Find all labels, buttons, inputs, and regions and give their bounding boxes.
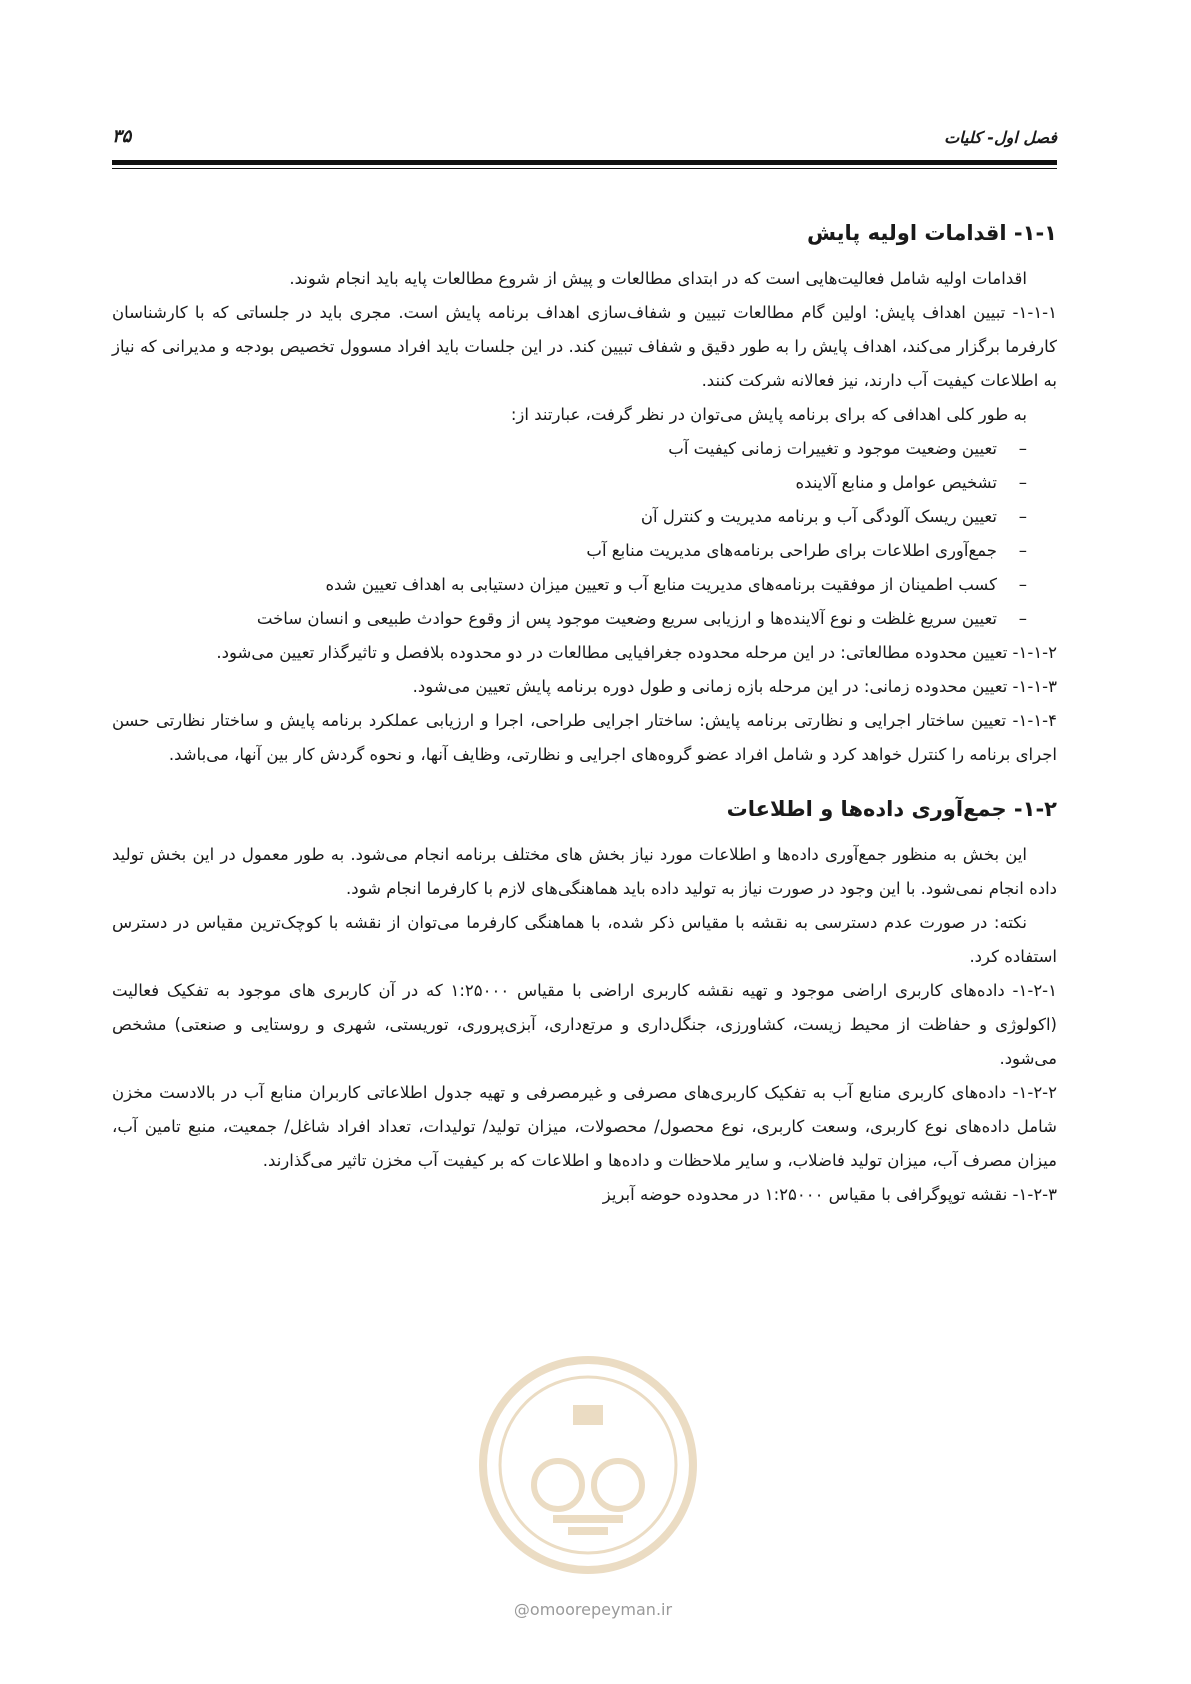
paragraph-1-1-4: ۱-۱-۴- تعیین ساختار اجرایی و نظارتی برنامه پایش: ساختار اجرایی طراحی، اجرا و ارزیابی عملکرد برنامه پایش و ساختار نظارتی حسن اجرای برنامه را کنترل خواهد کرد و شامل افراد عضو گروه‌های اجرایی و نظارتی، وظایف آنها، و نحوه گردش کار بین آنها، می‌باشد. (112, 711, 1057, 764)
header-rule-thick (112, 160, 1057, 165)
publisher-seal-watermark (473, 1345, 703, 1585)
section-heading-1-1: ۱-۱- اقدامات اولیه پایش (806, 221, 1057, 245)
section-intro-1-2: این بخش به منظور جمع‌آوری داده‌ها و اطلاعات مورد نیاز بخش های مختلف برنامه انجام می‌شود. به طور معمول در این بخش تولید داده انجام نمی‌شود. با این وجود در صورت نیاز به تولید داده باید هماهنگی‌های لازم با کارفرما انجام شود. (112, 845, 1057, 898)
paragraph-1-1-2: ۱-۱-۲- تعیین محدوده مطالعاتی: در این مرحله محدوده جغرافیایی مطالعات در دو محدوده بلافصل و تاثیرگذار تعیین می‌شود. (216, 643, 1057, 662)
paragraph-1-1-3: ۱-۱-۳- تعیین محدوده زمانی: در این مرحله بازه زمانی و طول دوره برنامه پایش تعیین می‌شود. (412, 677, 1057, 696)
goals-intro: به طور کلی اهدافی که برای برنامه پایش می‌توان در نظر گرفت، عبارتند از: (510, 405, 1027, 424)
list-item: – جمع‌آوری اطلاعات برای طراحی برنامه‌های مدیریت منابع آب (112, 534, 1027, 568)
page-body (112, 218, 1057, 1212)
paragraph-1-1-1: ۱-۱-۱- تبیین اهداف پایش: اولین گام مطالعات تبیین و شفاف‌سازی اهداف برنامه پایش است. مجری باید در جلساتی که با کارشناسان کارفرما برگزار می‌کند، اهداف پایش را به طور دقیق و شفاف تبیین کند. در این جلسات باید افراد مسوول تخصیص بودجه و مدیرانی که نیاز به اطلاعات کیفیت آب دارند، نیز فعالانه شرکت کنند. (112, 303, 1057, 390)
section-heading-1-2: ۱-۲- جمع‌آوری داده‌ها و اطلاعات (726, 797, 1057, 821)
chapter-title: فصل اول- کلیات (944, 128, 1057, 147)
goals-list (112, 432, 1057, 636)
section-intro-1-1: اقدامات اولیه شامل فعالیت‌هایی است که در ابتدای مطالعات و پیش از شروع مطالعات پایه باید انجام شوند. (289, 269, 1027, 288)
page-number: ۳۵ (112, 126, 132, 147)
list-item: – تشخیص عوامل و منابع آلاینده (112, 466, 1027, 500)
paragraph-1-2-1: ۱-۲-۱- داده‌های کاربری اراضی موجود و تهیه نقشه کاربری اراضی با مقیاس ۱:۲۵۰۰۰ که در آن کاربری های موجود به تفکیک فعالیت (اکولوژی و حفاظت از محیط زیست، کشاورزی، جنگل‌داری و مرتع‌داری، آبزی‌پروری، توریستی، شهری و روستایی و صنعتی) مشخص می‌شود. (112, 981, 1057, 1068)
header-rule-thin (112, 168, 1057, 169)
watermark-url: @omoorepeyman.ir (513, 1600, 673, 1619)
paragraph-1-2-2: ۱-۲-۲- داده‌های کاربری منابع آب به تفکیک کاربری‌های مصرفی و غیرمصرفی و تهیه جدول اطلاعاتی کاربران منابع آب در بالادست مخزن شامل داده‌های نوع کاربری، وسعت کاربری، نوع محصول/ محصولات، میزان تولید/ تولیدات، تعداد افراد شاغل/ جمعیت، منبع تامین آب، میزان مصرف آب، میزان تولید فاضلاب، و سایر ملاحظات و داده‌ها و اطلاعات که بر کیفیت آب مخزن تاثیر می‌گذارند. (112, 1083, 1057, 1170)
list-item: – تعیین ریسک آلودگی آب و برنامه مدیریت و کنترل آن (112, 500, 1027, 534)
paragraph-1-2-3: ۱-۲-۳- نقشه توپوگرافی با مقیاس ۱:۲۵۰۰۰ در محدوده حوضه آبریز (602, 1185, 1057, 1204)
list-item: – کسب اطمینان از موفقیت برنامه‌های مدیریت منابع آب و تعیین میزان دستیابی به اهداف تعیین شده (112, 568, 1027, 602)
running-header (112, 128, 1057, 158)
list-item: – تعیین وضعیت موجود و تغییرات زمانی کیفیت آب (112, 432, 1027, 466)
list-item: – تعیین سریع غلظت و نوع آلاینده‌ها و ارزیابی سریع وضعیت موجود پس از وقوع حوادث طبیعی و انسان ساخت (112, 602, 1027, 636)
note-paragraph: نکته: در صورت عدم دسترسی به نقشه با مقیاس ذکر شده، با هماهنگی کارفرما می‌توان از نقشه با کوچک‌ترین مقیاس در دسترس استفاده کرد. (112, 913, 1057, 966)
